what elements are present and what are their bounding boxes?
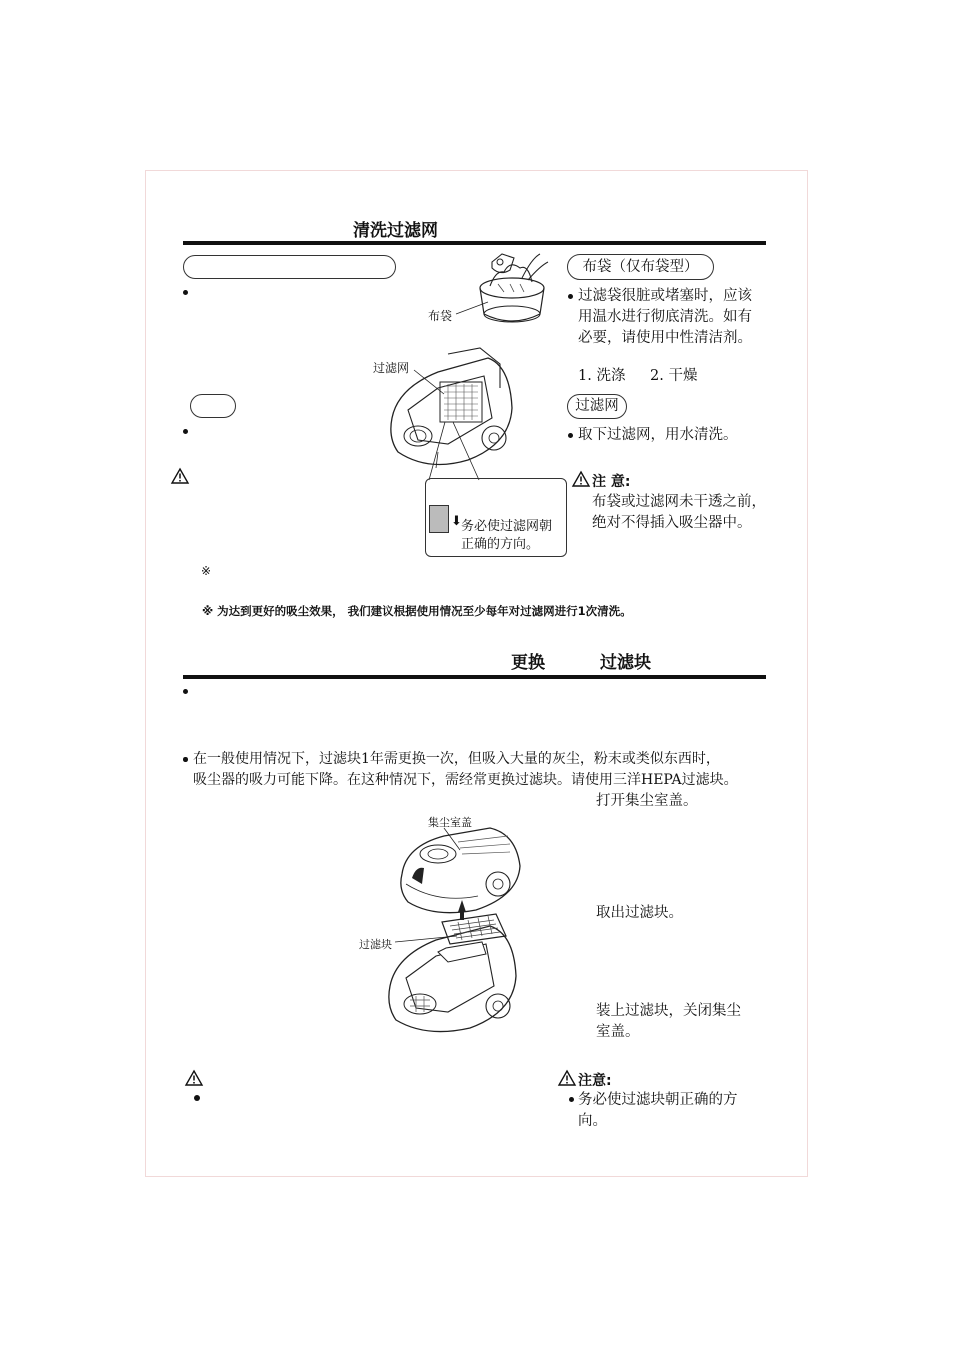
instruction-line: 吸尘器的吸力可能下降。在这种情况下，需经常更换过滤块。请使用三洋HEPA过滤块。 — [193, 772, 738, 788]
caution-title: 注意: — [578, 1073, 612, 1089]
filter-label: 过滤网 — [373, 361, 410, 375]
dust-cover-label: 集尘室盖 — [428, 816, 472, 829]
reference-mark: ※ — [201, 564, 212, 578]
callout-line: 正确的方向。 — [461, 537, 540, 552]
bullet-dot — [183, 429, 188, 434]
bullet-dot — [183, 290, 188, 295]
bullet-dot — [568, 433, 573, 438]
callout-text — [461, 518, 552, 554]
leader-line — [410, 368, 450, 398]
bullet-dot — [194, 1095, 200, 1101]
arrow-down-icon: ⬇ — [451, 514, 462, 529]
filter-block-icon — [429, 505, 449, 533]
cloth-bag-type-pill: 布袋（仅布袋型） — [567, 254, 714, 280]
instruction-line: 在一般使用情况下，过滤块1年需更换一次，但吸入大量的灰尘，粉末或类似东西时， — [193, 751, 720, 767]
bullet-dot — [183, 757, 188, 762]
bullet-dot — [568, 294, 573, 299]
left-small-pill — [190, 394, 236, 418]
caution-line: 布袋或过滤网未干透之前， — [592, 494, 766, 510]
warning-icon — [558, 1070, 576, 1086]
instruction-line: 必要，请使用中性清洁剂。 — [578, 330, 752, 346]
leader-line — [440, 826, 470, 856]
leader-line — [454, 300, 494, 320]
caution-line: 向。 — [578, 1113, 607, 1129]
section-rule — [183, 675, 766, 679]
step-install-block — [596, 1001, 741, 1043]
caution-text — [592, 492, 766, 534]
step-open-cover: 打开集尘室盖。 — [596, 793, 698, 809]
bullet-dot — [569, 1097, 574, 1102]
section-rule — [183, 241, 766, 245]
section-title-filter-block: 过滤块 — [600, 653, 651, 673]
section-title-clean-filter: 清洗过滤网 — [353, 221, 438, 241]
cloth-bag-label: 布袋 — [428, 309, 453, 323]
cloth-bag-instructions — [578, 286, 752, 349]
cleaning-frequency-note: ※ 为达到更好的吸尘效果， 我们建议根据使用情况至少每年对过滤网进行1次清洗。 — [202, 604, 632, 618]
instruction-line: 用温水进行彻底清洗。如有 — [578, 309, 752, 325]
step-line: 装上过滤块，关闭集尘 — [596, 1003, 741, 1019]
section-title-replace: 更换 — [511, 653, 545, 673]
caution-line: 绝对不得插入吸尘器中。 — [592, 515, 752, 531]
step-remove-block: 取出过滤块。 — [596, 905, 683, 921]
caution-text — [578, 1090, 738, 1132]
filter-pill: 过滤网 — [567, 394, 627, 419]
bullet-dot — [183, 689, 188, 694]
callout-lines — [425, 420, 485, 485]
filter-instruction: 取下过滤网，用水清洗。 — [578, 427, 738, 443]
caution-title: 注 意: — [592, 474, 631, 490]
step-wash: 1. 洗涤 — [578, 368, 626, 384]
filter-block-label: 过滤块 — [359, 938, 392, 951]
warning-icon — [171, 468, 189, 484]
warning-icon — [185, 1070, 203, 1086]
step-line: 室盖。 — [596, 1024, 640, 1040]
caution-line: 务必使过滤块朝正确的方 — [578, 1092, 738, 1108]
instruction-line: 过滤袋很脏或堵塞时，应该 — [578, 288, 752, 304]
step-dry: 2. 干燥 — [650, 368, 698, 384]
warning-icon — [572, 471, 590, 487]
callout-line: 务必使过滤网朝 — [461, 519, 553, 534]
replacement-instructions — [193, 749, 738, 791]
left-pill-box — [183, 255, 396, 279]
leader-line — [393, 930, 463, 950]
